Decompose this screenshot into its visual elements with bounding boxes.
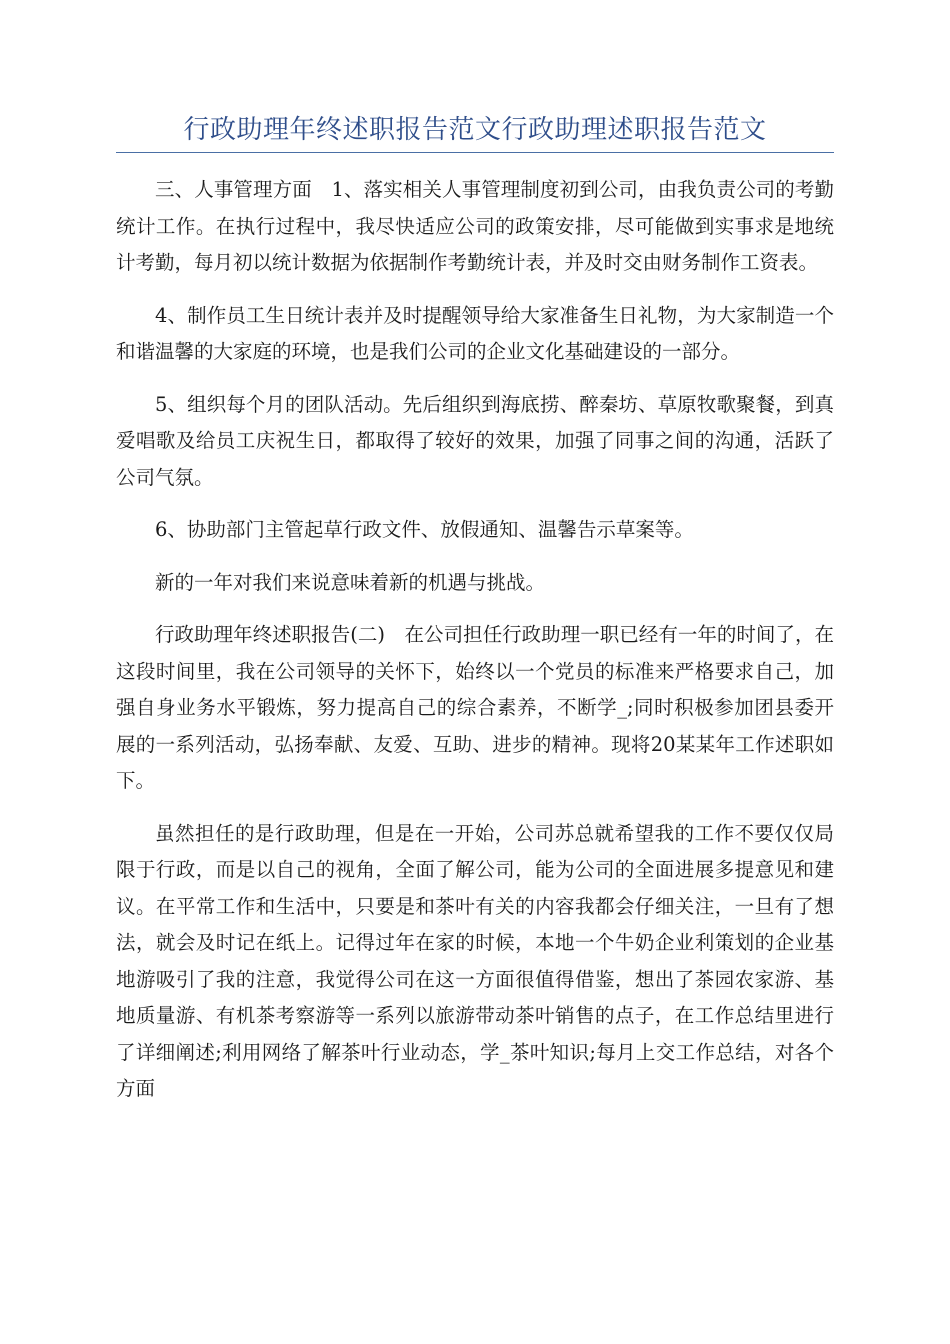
paragraph-team-activities: 5、组织每个月的团队活动。先后组织到海底捞、醉秦坊、草原牧歌聚餐，到真爱唱歌及给员工庆祝生日，都取得了较好的效果，加强了同事之间的沟通，活跃了公司气氛。 [116,392,834,489]
paragraph-role-scope: 虽然担任的是行政助理，但是在一开始，公司苏总就希望我的工作不要仅仅局限于行政，而是以自己的视角，全面了解公司，能为公司的全面进展多提意见和建议。在平常工作和生活中，只要是和茶叶有关的内容我都会仔细关注，一旦有了想法，就会及时记在纸上。记得过年在家的时候，本地一个牛奶企业利策划的企业基地游吸引了我的注意，我觉得公司在这一方面很值得借鉴，想出了茶园农家游、基地质量游、有机茶考察游等一系列以旅游带动茶叶销售的点子，在工作总结里进行了详细阐述;利用网络了解茶叶行业动态，学_茶叶知识;每月上交工作总结，对各个方面 [116,821,834,1100]
document-body [116,172,834,1124]
paragraph-new-year: 新的一年对我们来说意味着新的机遇与挑战。 [155,570,546,594]
paragraph-hr-management: 三、人事管理方面 1、落实相关人事管理制度初到公司，由我负责公司的考勤统计工作。在执行过程中，我尽快适应公司的政策安排，尽可能做到实事求是地统计考勤，每月初以统计数据为依据制作考勤统计表，并及时交由财务制作工资表。 [116,178,834,274]
paragraph-birthday-stats: 4、制作员工生日统计表并及时提醒领导给大家准备生日礼物，为大家制造一个和谐温馨的大家庭的环境，也是我们公司的企业文化基础建设的一部分。 [116,303,834,363]
title-block [116,112,834,153]
paragraph-report-two: 行政助理年终述职报告(二) 在公司担任行政助理一职已经有一年的时间了，在这段时间里，我在公司领导的关怀下，始终以一个党员的标准来严格要求自己，加强自身业务水平锻炼，努力提高自己的综合素养，不断学_;同时积极参加团县委开展的一系列活动，弘扬奉献、友爱、互助、进步的精神。现将20某某年工作述职如下。 [116,623,834,792]
document-title: 行政助理年终述职报告范文行政助理述职报告范文 [183,115,767,145]
paragraph-draft-documents: 6、协助部门主管起草行政文件、放假通知、温馨告示草案等。 [155,518,694,541]
